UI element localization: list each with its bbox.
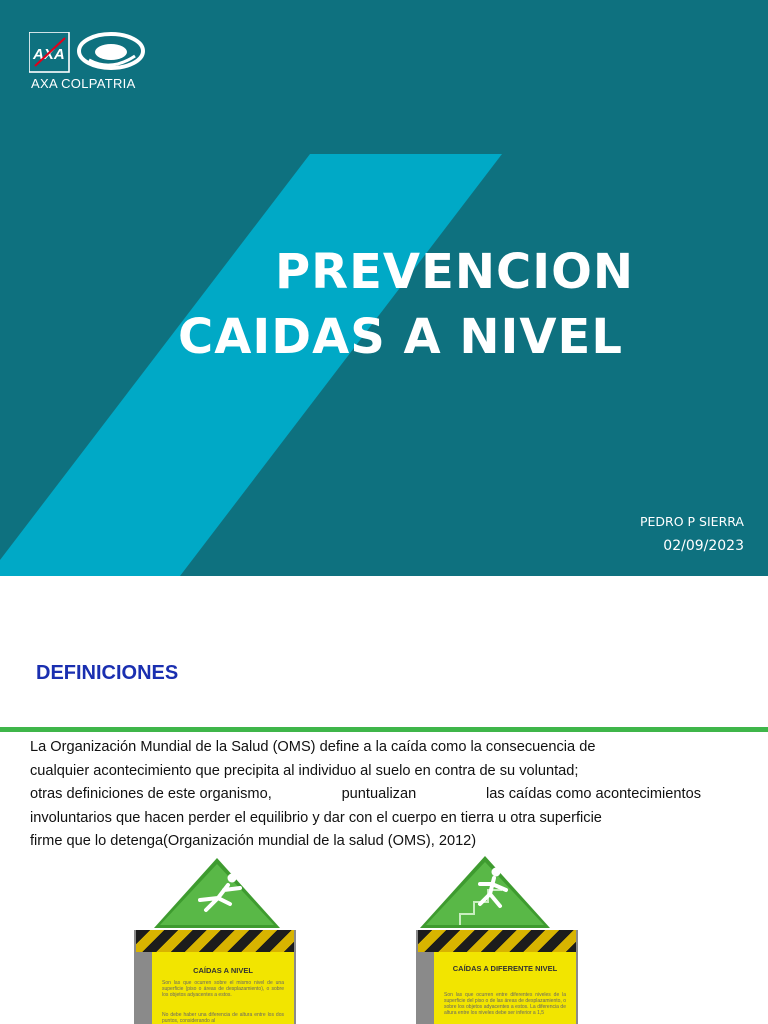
sign-text: No debe haber una diferencia de altura entre los dos puntos, considerando al bbox=[162, 1012, 284, 1024]
sign-text: Son las que ocurren sobre el mismo nivel de una superficie (piso o áreas de desplazamiento), o sobre los objetos adyacentes a estos. bbox=[162, 980, 284, 998]
author-name: PEDRO P SIERRA bbox=[639, 514, 744, 529]
paragraph-fragment: puntualizan bbox=[341, 786, 417, 802]
sign-caption: CAÍDAS A NIVEL bbox=[193, 966, 253, 975]
paragraph-line: cualquier acontecimiento que precipita al individuo al suelo en contra de su voluntad; bbox=[30, 762, 579, 779]
person-slipping-icon bbox=[154, 858, 280, 928]
paragraph-line bbox=[30, 783, 701, 807]
presentation-date: 02/09/2023 bbox=[663, 538, 744, 554]
sign-caption: CAÍDAS A DIFERENTE NIVEL bbox=[452, 964, 558, 973]
sign-caidas-a-nivel bbox=[134, 858, 296, 1024]
section-heading: DEFINICIONES bbox=[36, 662, 179, 684]
definitions-slide bbox=[0, 576, 768, 1024]
sign-text: Son las que ocurren entre diferentes niveles de la superficie del piso o de las áreas de desplazamiento, o sobre los objetos adyacentes a estos. La diferencia de altura entre los niveles debe ser inferior a 1,5 bbox=[444, 992, 566, 1016]
paragraph-fragment: otras definiciones de este organismo, bbox=[30, 786, 272, 802]
sign-caidas-diferente-nivel bbox=[416, 856, 578, 1024]
paragraph-line: La Organización Mundial de la Salud (OMS) define a la caída como la consecuencia de bbox=[30, 739, 596, 755]
green-divider bbox=[0, 727, 768, 732]
person-falling-stairs-icon bbox=[420, 856, 550, 928]
paragraph-fragment: las caídas como acontecimientos bbox=[486, 786, 701, 802]
svg-text:AXA: AXA bbox=[33, 46, 65, 63]
definition-paragraph bbox=[30, 736, 710, 854]
title-line-2: CAIDAS A NIVEL bbox=[178, 309, 623, 365]
paragraph-line: involuntarios que hacen perder el equilibrio y dar con el cuerpo en tierra u otra superficie bbox=[30, 809, 602, 826]
title-line-1: PREVENCION bbox=[275, 244, 635, 300]
logo-text: AXA COLPATRIA bbox=[31, 76, 136, 91]
paragraph-line: firme que lo detenga(Organización mundial de la salud (OMS), 2012) bbox=[30, 833, 477, 849]
